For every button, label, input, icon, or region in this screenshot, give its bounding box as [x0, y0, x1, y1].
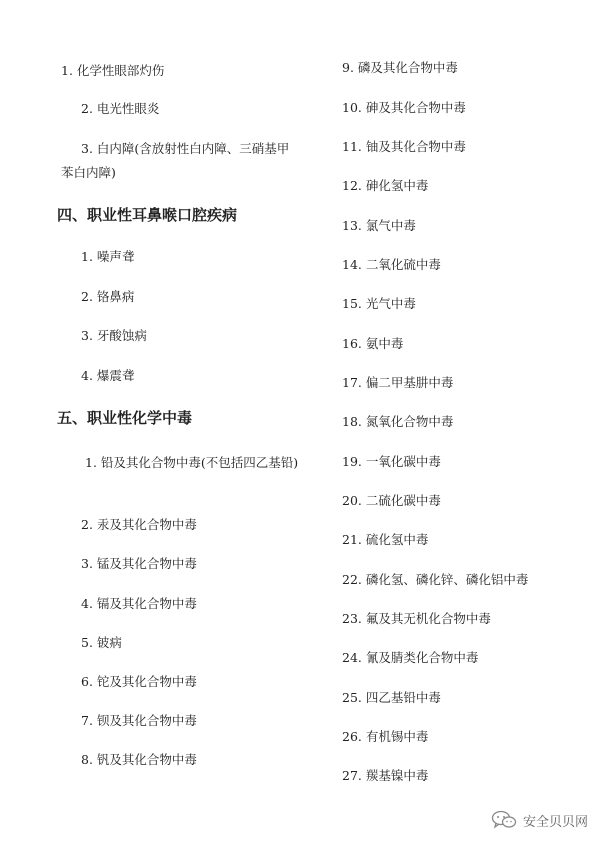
- list-item: 1. 噪声聋: [81, 249, 135, 264]
- list-item: 8. 钒及其化合物中毒: [81, 752, 197, 767]
- list-item: 17. 偏二甲基肼中毒: [342, 375, 454, 390]
- list-item: 24. 氰及腈类化合物中毒: [342, 650, 479, 665]
- list-item: 5. 铍病: [81, 635, 122, 650]
- list-item: 10. 砷及其化合物中毒: [342, 100, 466, 115]
- list-item: 3. 白内障(含放射性白内障、三硝基甲苯白内障): [61, 141, 290, 180]
- list-item: 4. 爆震聋: [81, 368, 135, 383]
- list-item: 6. 铊及其化合物中毒: [81, 674, 197, 689]
- list-item: 16. 氨中毒: [342, 336, 404, 351]
- list-item: 14. 二氧化硫中毒: [342, 257, 441, 272]
- list-item: 1. 化学性眼部灼伤: [61, 63, 165, 78]
- list-item: 21. 硫化氢中毒: [342, 532, 429, 547]
- list-item: 4. 镉及其化合物中毒: [81, 596, 197, 611]
- list-item: 9. 磷及其化合物中毒: [342, 60, 458, 75]
- list-item: 3. 锰及其化合物中毒: [81, 556, 197, 571]
- watermark: [491, 810, 588, 830]
- list-item: 7. 钡及其化合物中毒: [81, 713, 197, 728]
- list-item: 2. 电光性眼炎: [81, 101, 160, 116]
- list-item: 13. 氯气中毒: [342, 218, 416, 233]
- list-item: 19. 一氧化碳中毒: [342, 454, 441, 469]
- list-item: 18. 氮氧化合物中毒: [342, 414, 454, 429]
- list-item: 27. 羰基镍中毒: [342, 768, 429, 783]
- list-item: 1. 铅及其化合物中毒(不包括四乙基铅): [85, 455, 299, 470]
- wechat-icon: [491, 810, 517, 830]
- watermark-text: 安全贝贝网: [522, 814, 588, 830]
- list-item: 23. 氟及其无机化合物中毒: [342, 611, 491, 626]
- list-item: 12. 砷化氢中毒: [342, 178, 429, 193]
- list-item: 2. 汞及其化合物中毒: [81, 517, 197, 532]
- list-item: 26. 有机锡中毒: [342, 729, 429, 744]
- list-item: 22. 磷化氢、磷化锌、磷化铝中毒: [342, 572, 529, 587]
- list-item: 15. 光气中毒: [342, 296, 416, 311]
- list-item: 3. 牙酸蚀病: [81, 328, 147, 343]
- section-heading: 四、职业性耳鼻喉口腔疾病: [57, 206, 238, 224]
- list-item: 25. 四乙基铅中毒: [342, 690, 441, 705]
- section-heading: 五、职业性化学中毒: [57, 409, 193, 427]
- list-item: 2. 铬鼻病: [81, 289, 135, 304]
- list-item: 11. 铀及其化合物中毒: [342, 139, 466, 154]
- list-item: 20. 二硫化碳中毒: [342, 493, 441, 508]
